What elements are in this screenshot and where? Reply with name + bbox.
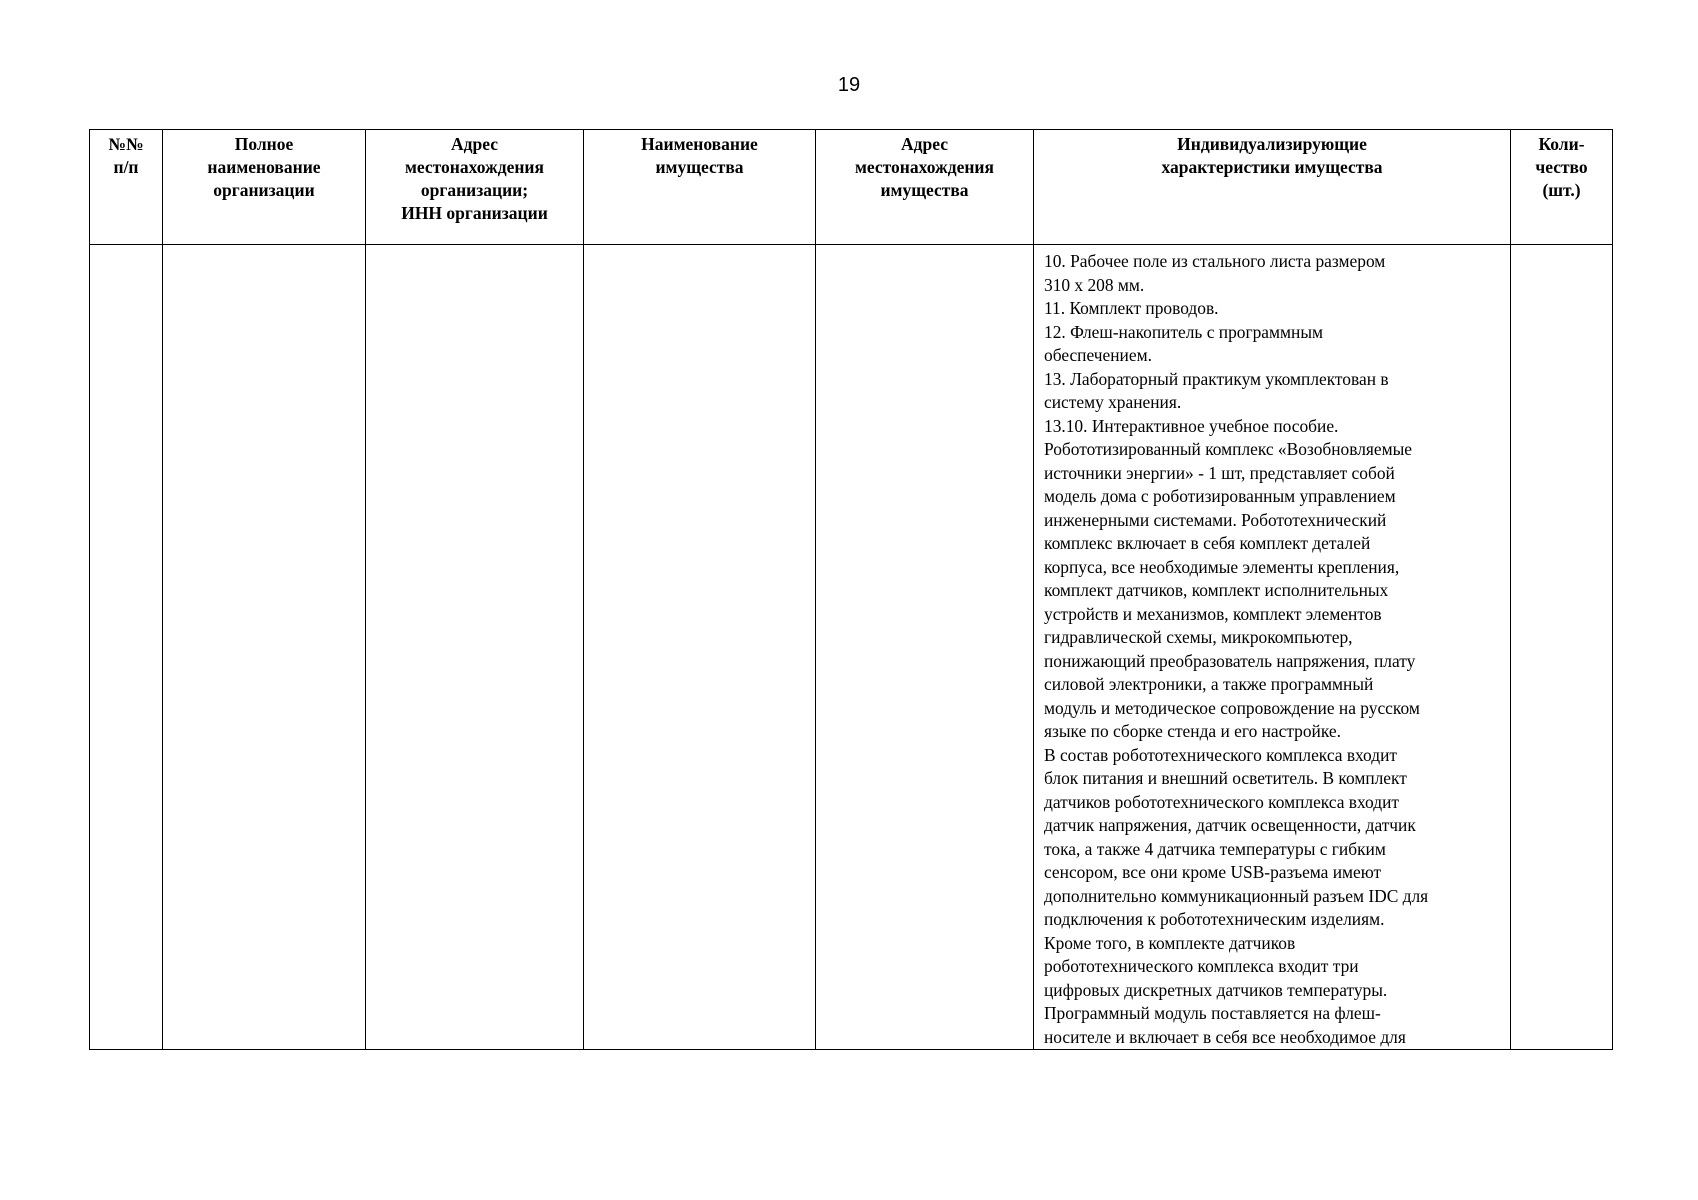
cell-number — [90, 245, 163, 1050]
header-line: Индивидуализирующие — [1177, 134, 1367, 154]
header-line: Адрес — [901, 134, 948, 154]
characteristics-line: Программный модуль поставляется на флеш- — [1044, 1003, 1381, 1023]
cell-property-name — [584, 245, 816, 1050]
characteristics-line: 13. Лабораторный практикум укомплектован в — [1044, 368, 1389, 389]
characteristics-line: языке по сборке стенда и его настройке. — [1044, 721, 1341, 741]
header-line: (шт.) — [1542, 180, 1581, 200]
characteristics-line: систему хранения. — [1044, 392, 1182, 412]
header-line: Наименование — [641, 134, 758, 154]
characteristics-line: Кроме того, в комплекте датчиков — [1044, 932, 1296, 953]
characteristics-line: носителе и включает в себя все необходимое для — [1044, 1026, 1406, 1047]
characteristics-line: комплект датчиков, комплект исполнительных — [1044, 580, 1389, 600]
characteristics-line: датчик напряжения, датчик освещенности, датчик — [1044, 815, 1416, 835]
cell-quantity — [1511, 245, 1613, 1050]
characteristics-line: сенсором, все они кроме USB-разъема имеют — [1044, 862, 1382, 882]
characteristics-line: понижающий преобразователь напряжения, плату — [1044, 650, 1416, 671]
characteristics-line: подключения к робототехническим изделиям. — [1044, 909, 1385, 929]
characteristics-line: 10. Рабочее поле из стального листа размером — [1044, 251, 1386, 271]
characteristics-line: корпуса, все необходимые элементы крепления, — [1044, 556, 1400, 577]
characteristics-line: робототехнического комплекса входит три — [1044, 956, 1359, 976]
table-header-row — [90, 130, 1613, 245]
header-property-address — [816, 130, 1034, 245]
characteristics-line: 13.10. Интерактивное учебное пособие. — [1044, 415, 1339, 436]
characteristics-line: В состав робототехнического комплекса входит — [1044, 744, 1398, 765]
header-line: Адрес — [451, 134, 498, 154]
cell-property-address — [816, 245, 1034, 1050]
header-organization-name — [163, 130, 366, 245]
characteristics-line: модуль и методическое сопровождение на русском — [1044, 697, 1420, 718]
header-line: п/п — [113, 157, 139, 177]
header-number — [90, 130, 163, 245]
cell-characteristics — [1034, 245, 1511, 1050]
header-quantity — [1511, 130, 1613, 245]
header-organization-address — [366, 130, 584, 245]
characteristics-line: 11. Комплект проводов. — [1044, 298, 1219, 318]
header-line: местонахождения — [855, 157, 994, 177]
header-line: наименование — [207, 157, 321, 177]
header-line: организации — [213, 180, 315, 200]
characteristics-line: модель дома с роботизированным управлением — [1044, 486, 1396, 506]
characteristics-line: тока, а также 4 датчика температуры с гибким — [1044, 838, 1386, 859]
header-line: Полное — [234, 134, 294, 154]
header-line: характеристики имущества — [1161, 157, 1383, 177]
characteristics-line: комплекс включает в себя комплект деталей — [1044, 533, 1371, 553]
cell-organization-name — [163, 245, 366, 1050]
cell-organization-address — [366, 245, 584, 1050]
header-line: №№ — [108, 134, 144, 154]
header-characteristics — [1034, 130, 1511, 245]
characteristics-line: Робототизированный комплекс «Возобновляемые — [1044, 439, 1413, 459]
characteristics-line: датчиков робототехнического комплекса входит — [1044, 791, 1399, 812]
characteristics-line: гидравлической схемы, микрокомпьютер, — [1044, 627, 1353, 647]
characteristics-line: силовой электроники, а также программный — [1044, 674, 1374, 694]
header-line: Коли- — [1538, 134, 1585, 154]
header-line: чество — [1535, 157, 1588, 177]
header-property-name — [584, 130, 816, 245]
characteristics-line: 12. Флеш-накопитель с программным — [1044, 321, 1324, 342]
characteristics-line: источники энергии» - 1 шт, представляет собой — [1044, 462, 1395, 483]
header-line: ИНН организации — [401, 203, 548, 223]
page-number: 19 — [837, 74, 861, 96]
characteristics-line: блок питания и внешний осветитель. В комплект — [1044, 768, 1407, 788]
characteristics-line: цифровых дискретных датчиков температуры. — [1044, 979, 1388, 1000]
characteristics-line: дополнительно коммуникационный разъем IDC для — [1044, 885, 1429, 906]
characteristics-line: устройств и механизмов, комплект элементов — [1044, 603, 1382, 624]
property-table — [89, 129, 1613, 1050]
header-line: имущества — [880, 180, 969, 200]
header-line: организации; — [420, 180, 529, 200]
characteristics-line: инженерными системами. Робототехнический — [1044, 509, 1387, 530]
characteristics-line: обеспечением. — [1044, 345, 1152, 365]
header-line: местонахождения — [405, 157, 544, 177]
header-line: имущества — [655, 157, 744, 177]
table-row — [90, 245, 1613, 1050]
characteristics-line: 310 x 208 мм. — [1044, 274, 1145, 295]
